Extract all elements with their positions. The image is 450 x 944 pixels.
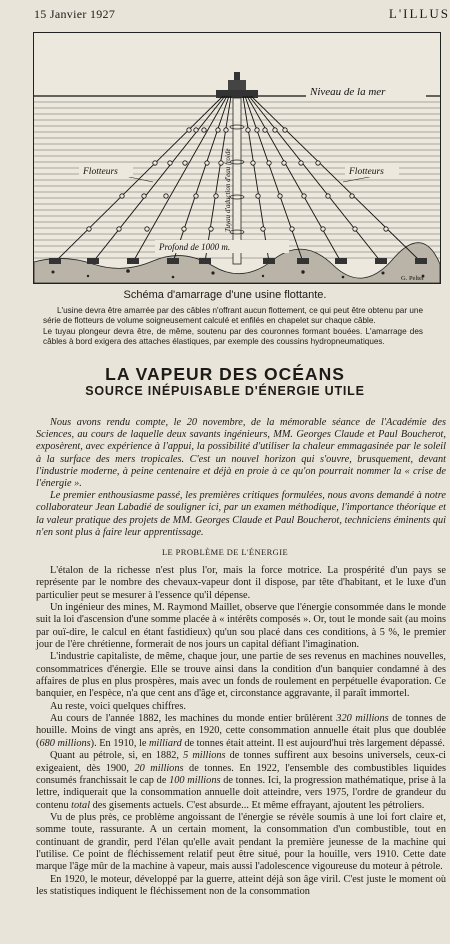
body-paragraph: Au reste, voici quelques chiffres.: [50, 700, 186, 712]
figure-caption-title: Schéma d'amarrage d'une usine flottante.: [123, 289, 327, 301]
intro-paragraph: Le premier enthousiasme passé, les premières critiques formulées, nous avons demandé à notre collaborateur Jean Labadié de souligner ici, par un examen méthodique, l'importance théorique et la valeur pratique des projets de MM. Georges Claude et Paul Boucherot, techniciens éminents qui n'en sont plus à faire leur apprentissage.: [36, 490, 446, 538]
figure-caption-body: [43, 306, 423, 348]
page-header: [0, 0, 450, 26]
caption-line: Le tuyau plongeur devra être, de même, soutenu par des couronnes formant bouées. L'amarrage des câbles à bord exigera des attaches élastiques, par exemple des coussins hydropneumatiques.: [43, 326, 423, 347]
pipe-label: Tuyau d'aduction d'eau froide: [224, 148, 232, 232]
article-title: LA VAPEUR DES OCÉANS: [105, 364, 345, 384]
intro-paragraph: Nous avons rendu compte, le 20 novembre, de la mémorable séance de l'Académie des Sciences, au cours de laquelle deux savants ingénieurs, MM. Georges Claude et Paul Boucherot, exposèrent, avec expérience à l'appui, la possibilité d'utiliser la chaleur emmagasinée par le soleil à la surface des mers tropicales. C'est un nouvel horizon qui s'ouvre, brusquement, devant l'industrie moderne, à peine centenaire et déjà en proie à ce qu'on pourrait nommer la « crise de l'énergie ».: [36, 417, 446, 490]
body-paragraph: Au cours de l'année 1882, les machines du monde entier brûlèrent 320 millions de tonnes de houille. Moins de vingt ans après, en 1920, cette consommation annuelle était plus que doublée (680 millions). En 1910, le milliard de tonnes était atteint. Il est aujourd'hui très largement dépassé.: [36, 713, 447, 749]
depth-label: Profond de 1000 m.: [159, 242, 231, 252]
body-paragraph: L'industrie capitaliste, de même, chaque jour, une partie de ses revenus en machines nouvelles, consommatrices d'énergie. Elle se trouve ainsi dans la condition d'un banquier condamné à des affaires de plus en plus prospères, mais avec un fonds de roulement en perpétuelle évaporation. Ce banquier, en l'espèce, n'a que cent ans d'âge et, circonstance aggravante, il paraît immortel.: [36, 651, 446, 700]
article-body: [36, 565, 446, 898]
floats-label-right: Flotteurs: [349, 167, 384, 177]
article-subtitle: SOURCE INÉPUISABLE D'ÉNERGIE UTILE: [85, 384, 365, 398]
sea-level-label: Niveau de la mer: [310, 86, 386, 98]
mooring-diagram: [33, 32, 441, 284]
caption-line: L'usine devra être amarrée par des câbles n'offrant aucun flottement, ce qui peut être obtenu par une série de flotteurs de volume soigneusement calculé et enfilés en chapelet sur chaque câble.: [43, 306, 423, 326]
body-paragraph: En 1920, le moteur, développé par la guerre, atteint déjà son âge viril. C'est juste le moment où les statistiques indiquent le fléchissement non de la consommation: [36, 873, 446, 897]
body-paragraph: Un ingénieur des mines, M. Raymond Maillet, observe que l'énergie consommée dans le monde suit la loi d'ascension d'une somme placée à « intérêts composés ». Or, tout le monde sait (au moins par ouï-dire, le calcul en étant fastidieux) qu'un sou placé dans ces conditions, à 5 %, le premier jour de l'ère chrétienne, formerait de nos jours un capital défiant l'imagination.: [36, 602, 446, 651]
magazine-name: L'ILLUS: [388, 6, 450, 21]
floats-label-left: Flotteurs: [83, 167, 118, 177]
section-heading: LE PROBLÈME DE L'ÉNERGIE: [161, 547, 289, 557]
body-paragraph: L'étalon de la richesse n'est plus l'or, mais la force motrice. La prospérité d'un pays se représente par le nombre des chevaux-vapeur dont il dispose, par tête d'habitant, et le luxe d'un particulier peut se mesurer à l'essence qu'il dépense.: [36, 565, 446, 601]
article-intro: [36, 417, 446, 539]
artist-signature: G. Pelter: [401, 275, 425, 282]
issue-date: 15 Janvier 1927: [34, 7, 116, 21]
body-paragraph: Quant au pétrole, si, en 1882, 5 millions de tonnes suffirent aux besoins universels, ceux-ci exigeaient, dès 1900, 20 millions de tonnes. En 1922, l'ensemble des combustibles liquides consumés franchissait le cap de 100 millions de tonnes. Ici, la progression mathématique, prise à la lettre, indiquerait que la consommation annuelle doit atteindre, vers 1975, l'ordre de grandeur du contenu total des gisements actuels. C'est absurde... Et même effrayant, ajoutent les pétroliers.: [36, 750, 447, 811]
body-paragraph: Vu de plus près, ce problème angoissant de l'énergie se révèle soumis à une loi fort claire et, somme toute, rassurante. A un certain moment, la consommation d'un combustible, tout en continuant de grandir, perd l'élan qu'elle avait pendant la première jeunesse de la machine qui l'utilise. Ce point de fléchissement relatif peut être situé, pour la houille, vers 1910. Cette date marque l'âge mûr de la machine à vapeur, mais aussi l'adolescence vigoureuse du moteur à pétrole.: [36, 811, 446, 873]
